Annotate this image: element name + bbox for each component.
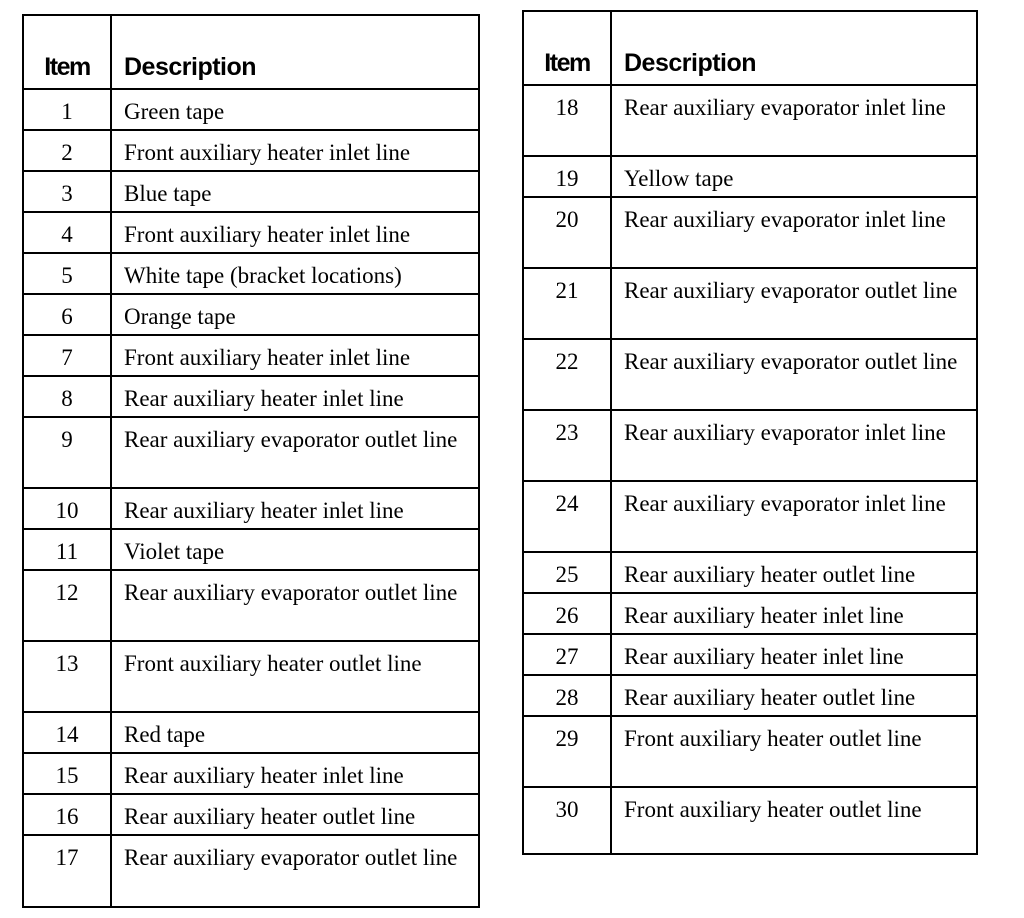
item-number-cell: 30 bbox=[524, 788, 612, 853]
item-number-cell: 29 bbox=[524, 717, 612, 788]
left-parts-table bbox=[22, 14, 480, 908]
item-number-cell: 21 bbox=[524, 269, 612, 340]
item-number-cell: 25 bbox=[524, 553, 612, 594]
item-description-cell: Rear auxiliary evaporator outlet line bbox=[112, 571, 478, 642]
item-description-cell: Rear auxiliary heater inlet line bbox=[112, 377, 478, 418]
item-number-cell: 3 bbox=[24, 172, 112, 213]
item-description-cell: Orange tape bbox=[112, 295, 478, 336]
item-number-cell: 14 bbox=[24, 713, 112, 754]
item-description-cell: Rear auxiliary evaporator inlet line bbox=[612, 411, 976, 482]
item-description-cell: Green tape bbox=[112, 90, 478, 131]
item-number-cell: 20 bbox=[524, 198, 612, 269]
item-number-cell: 16 bbox=[24, 795, 112, 836]
item-description-cell: Rear auxiliary evaporator inlet line bbox=[612, 482, 976, 553]
item-description-cell: Rear auxiliary evaporator outlet line bbox=[612, 269, 976, 340]
item-description-cell: Rear auxiliary evaporator outlet line bbox=[112, 418, 478, 489]
item-number-cell: 5 bbox=[24, 254, 112, 295]
item-description-cell: Rear auxiliary heater inlet line bbox=[612, 594, 976, 635]
item-number-cell: 24 bbox=[524, 482, 612, 553]
item-description-cell: Rear auxiliary heater outlet line bbox=[612, 676, 976, 717]
item-description-cell: Rear auxiliary heater outlet line bbox=[112, 795, 478, 836]
item-description-cell: Rear auxiliary evaporator inlet line bbox=[612, 198, 976, 269]
item-description-cell: Rear auxiliary heater inlet line bbox=[612, 635, 976, 676]
item-number-cell: 10 bbox=[24, 489, 112, 530]
item-number-cell: 26 bbox=[524, 594, 612, 635]
item-number-cell: 22 bbox=[524, 340, 612, 411]
item-number-cell: 11 bbox=[24, 530, 112, 571]
item-number-cell: 1 bbox=[24, 90, 112, 131]
item-description-cell: Front auxiliary heater inlet line bbox=[112, 213, 478, 254]
item-description-cell: Front auxiliary heater inlet line bbox=[112, 131, 478, 172]
item-number-cell: 19 bbox=[524, 157, 612, 198]
item-description-cell: Red tape bbox=[112, 713, 478, 754]
item-description-cell: Rear auxiliary heater outlet line bbox=[612, 553, 976, 594]
item-description-cell: Front auxiliary heater outlet line bbox=[112, 642, 478, 713]
item-number-cell: 4 bbox=[24, 213, 112, 254]
description-column-header: Description bbox=[612, 12, 976, 86]
item-number-cell: 6 bbox=[24, 295, 112, 336]
item-description-cell: Blue tape bbox=[112, 172, 478, 213]
item-number-cell: 8 bbox=[24, 377, 112, 418]
item-description-cell: Yellow tape bbox=[612, 157, 976, 198]
item-description-cell: Front auxiliary heater outlet line bbox=[612, 717, 976, 788]
item-description-cell: Rear auxiliary evaporator outlet line bbox=[124, 845, 458, 870]
item-number-cell: 17 bbox=[24, 836, 112, 906]
item-number-cell: 12 bbox=[24, 571, 112, 642]
item-description-cell: White tape (bracket locations) bbox=[112, 254, 478, 295]
item-description-cell: Front auxiliary heater inlet line bbox=[112, 336, 478, 377]
item-number-cell: 27 bbox=[524, 635, 612, 676]
item-number-cell: 13 bbox=[24, 642, 112, 713]
item-description-cell: Rear auxiliary evaporator outlet line bbox=[612, 340, 976, 411]
item-description-cell: Rear auxiliary evaporator inlet line bbox=[612, 86, 976, 157]
item-number-cell: 15 bbox=[24, 754, 112, 795]
item-number-cell: 18 bbox=[524, 86, 612, 157]
item-description-cell: Rear auxiliary heater inlet line bbox=[112, 754, 478, 795]
item-description-cell: Front auxiliary heater outlet line bbox=[624, 797, 922, 822]
item-column-header: Item bbox=[24, 16, 112, 90]
item-number-cell: 9 bbox=[24, 418, 112, 489]
item-number-cell: 23 bbox=[524, 411, 612, 482]
right-parts-table bbox=[522, 10, 978, 855]
item-column-header: Item bbox=[524, 12, 612, 86]
description-column-header: Description bbox=[112, 16, 478, 90]
item-description-cell: Violet tape bbox=[112, 530, 478, 571]
item-description-cell: Rear auxiliary heater inlet line bbox=[112, 489, 478, 530]
item-number-cell: 28 bbox=[524, 676, 612, 717]
item-number-cell: 7 bbox=[24, 336, 112, 377]
item-number-cell: 2 bbox=[24, 131, 112, 172]
